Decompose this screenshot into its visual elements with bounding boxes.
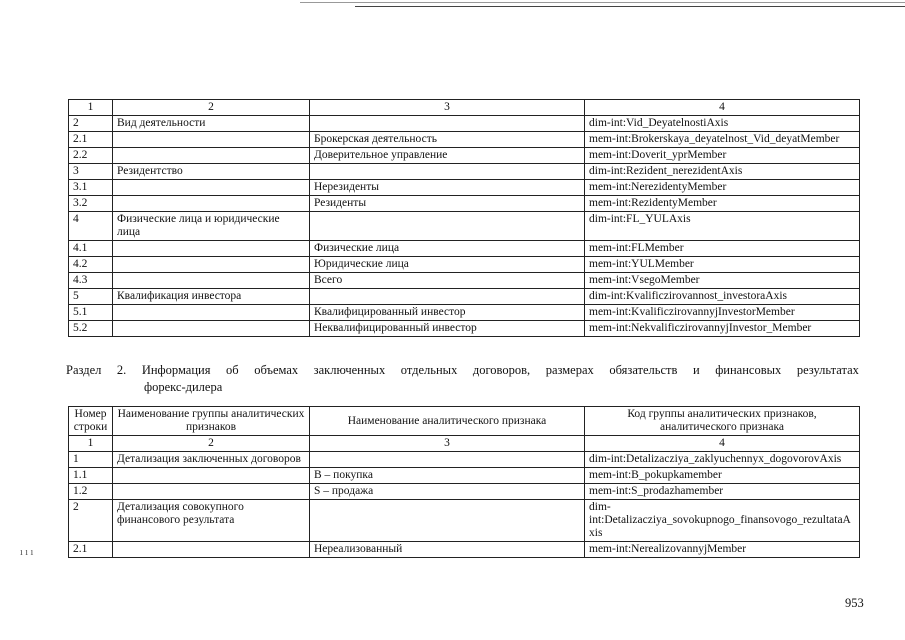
table-row	[69, 305, 860, 321]
table-cell: mem-int:Brokerskaya_deyatelnost_Vid_deyatMember	[585, 132, 860, 148]
table-cell: Нерезиденты	[310, 180, 585, 196]
header-cell: 1	[69, 436, 113, 452]
heading-word: договоров,	[472, 363, 531, 377]
table-cell: mem-int:S_prodazhamember	[585, 484, 860, 500]
column-header: Наименование аналитического признака	[310, 407, 585, 436]
table-cell: mem-int:NerezidentyMember	[585, 180, 860, 196]
table-row	[69, 180, 860, 196]
header-cell: 3	[310, 100, 585, 116]
table-cell: 3.2	[69, 196, 113, 212]
table-cell	[113, 305, 310, 321]
heading-word: финансовых	[715, 363, 782, 377]
table-row	[69, 148, 860, 164]
table-cell: mem-int:Doverit_yprMember	[585, 148, 860, 164]
table-cell: 3.1	[69, 180, 113, 196]
top-edge-line	[300, 2, 905, 3]
table-cell: Нереализованный	[310, 542, 585, 558]
section-heading	[66, 362, 859, 396]
table-cell: 5.2	[69, 321, 113, 337]
table-cell: dim-int:Detalizacziya_zaklyuchennyx_dogovorovAxis	[585, 452, 860, 468]
table-cell: mem-int:YULMember	[585, 257, 860, 273]
table-cell	[310, 164, 585, 180]
table-cell: Квалификация инвестора	[113, 289, 310, 305]
table-cell	[113, 241, 310, 257]
table-cell: Всего	[310, 273, 585, 289]
table-cell: 2	[69, 500, 113, 542]
table-row	[69, 273, 860, 289]
table-row	[69, 164, 860, 180]
column-header: Наименование группы аналитических признаков	[113, 407, 310, 436]
table-cell	[113, 468, 310, 484]
table-cell: В – покупка	[310, 468, 585, 484]
heading-word: результатах	[796, 363, 859, 377]
table-cell: Детализация заключенных договоров	[113, 452, 310, 468]
table-cell	[113, 196, 310, 212]
table-cell	[113, 132, 310, 148]
table-row	[69, 241, 860, 257]
dimension-table	[68, 99, 860, 337]
table-cell: mem-int:NerealizovannyjMember	[585, 542, 860, 558]
table-cell	[113, 321, 310, 337]
table-row	[69, 484, 860, 500]
table-cell: Доверительное управление	[310, 148, 585, 164]
table-cell: 2.2	[69, 148, 113, 164]
header-cell: 1	[69, 100, 113, 116]
heading-word: обязательств	[609, 363, 678, 377]
table-cell: 5.1	[69, 305, 113, 321]
table-row	[69, 321, 860, 337]
header-cell: 2	[113, 100, 310, 116]
table-cell: dim-int:Rezident_nerezidentAxis	[585, 164, 860, 180]
table-cell: dim-int:Vid_DeyatelnostiAxis	[585, 116, 860, 132]
table-cell: 2.1	[69, 132, 113, 148]
heading-word: Информация	[141, 363, 211, 377]
table-cell: dim-int:FL_YULAxis	[585, 212, 860, 241]
table-cell: 2.1	[69, 542, 113, 558]
table-row	[69, 542, 860, 558]
table-cell	[310, 452, 585, 468]
section-number: 2.	[116, 363, 127, 377]
table-row	[69, 116, 860, 132]
table-cell	[310, 212, 585, 241]
table-cell: mem-int:RezidentyMember	[585, 196, 860, 212]
forex-dealer-table	[68, 406, 860, 558]
table-cell	[113, 148, 310, 164]
table-cell: S – продажа	[310, 484, 585, 500]
table-row	[69, 257, 860, 273]
heading-word: об	[226, 363, 239, 377]
table-cell: 1.1	[69, 468, 113, 484]
table-cell: Квалифицированный инвестор	[310, 305, 585, 321]
table-cell: Брокерская деятельность	[310, 132, 585, 148]
heading-word: объемах	[254, 363, 299, 377]
table-cell: Физические лица	[310, 241, 585, 257]
table-cell: mem-int:VsegoMember	[585, 273, 860, 289]
table-cell: 5	[69, 289, 113, 305]
table-cell: mem-int:FLMember	[585, 241, 860, 257]
table-cell: 4.3	[69, 273, 113, 289]
table-cell: Физические лица и юридические лица	[113, 212, 310, 241]
table-cell: 1	[69, 452, 113, 468]
table-row	[69, 132, 860, 148]
table-row	[69, 468, 860, 484]
column-header: Номер строки	[69, 407, 113, 436]
table-cell: 1.2	[69, 484, 113, 500]
heading-word: размерах	[545, 363, 594, 377]
heading-word: и	[692, 363, 700, 377]
table-cell	[113, 542, 310, 558]
table-cell: Резидентство	[113, 164, 310, 180]
table-row	[69, 212, 860, 241]
header-cell: 2	[113, 436, 310, 452]
table-cell: mem-int:B_pokupkamember	[585, 468, 860, 484]
table-cell: Вид деятельности	[113, 116, 310, 132]
header-cell: 4	[585, 436, 860, 452]
page-number: 953	[845, 596, 864, 610]
table-cell: Юридические лица	[310, 257, 585, 273]
table-cell: dim-int:Kvalificzirovannost_investoraAxis	[585, 289, 860, 305]
table-cell	[310, 116, 585, 132]
top-rule-line	[355, 6, 905, 7]
section-heading-line1	[66, 362, 859, 379]
column-number-row	[69, 436, 860, 452]
table-row	[69, 196, 860, 212]
table-cell: mem-int:KvalificzirovannyjInvestorMember	[585, 305, 860, 321]
column-header-row	[69, 407, 860, 436]
table-cell: Резиденты	[310, 196, 585, 212]
section-label: Раздел	[66, 363, 102, 377]
table-cell: mem-int:NekvalificzirovannyjInvestor_Member	[585, 321, 860, 337]
heading-word: заключенных	[313, 363, 386, 377]
table-row	[69, 452, 860, 468]
header-cell: 4	[585, 100, 860, 116]
table-cell: Неквалифицированный инвестор	[310, 321, 585, 337]
table-row	[69, 289, 860, 305]
heading-word: отдельных	[400, 363, 458, 377]
table-cell: dim-int:Detalizacziya_sovokupnogo_finansovogo_rezultataAxis	[585, 500, 860, 542]
section-heading-line2: форекс-дилера	[144, 380, 223, 394]
table-cell	[310, 500, 585, 542]
column-number-row	[69, 100, 860, 116]
margin-note: ı ı ı	[20, 547, 34, 558]
table-cell	[113, 257, 310, 273]
table-cell	[113, 273, 310, 289]
table-cell: 4.1	[69, 241, 113, 257]
table-cell: 3	[69, 164, 113, 180]
table-cell: 4	[69, 212, 113, 241]
column-header: Код группы аналитических признаков, аналитического признака	[585, 407, 860, 436]
table-cell	[113, 484, 310, 500]
table-cell	[310, 289, 585, 305]
table-cell	[113, 180, 310, 196]
table-cell: 4.2	[69, 257, 113, 273]
table-row	[69, 500, 860, 542]
header-cell: 3	[310, 436, 585, 452]
table-cell: Детализация совокупного финансового результата	[113, 500, 310, 542]
table-cell: 2	[69, 116, 113, 132]
